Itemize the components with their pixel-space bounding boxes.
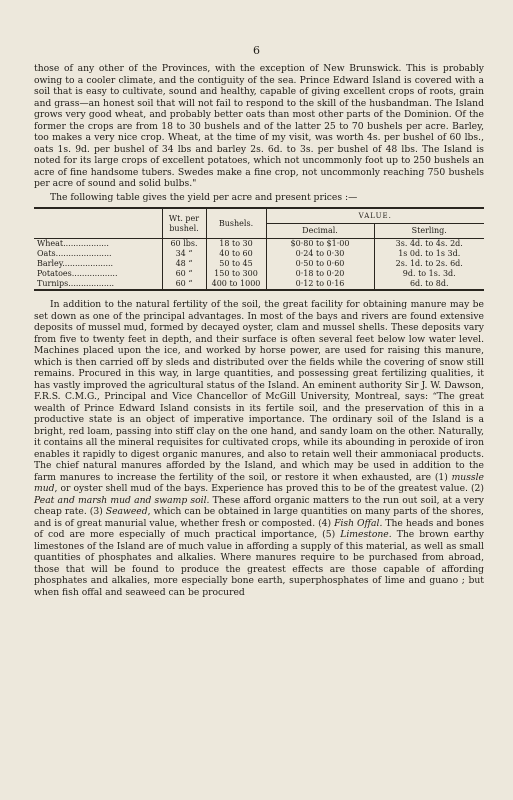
dot-leader: .................... (62, 259, 114, 268)
cell-bushels: 18 to 30 (206, 239, 266, 250)
cell-decimal: 0·24 to 0·30 (266, 249, 374, 259)
table-row (34, 269, 484, 279)
cell-decimal: 0·50 to 0·60 (266, 259, 374, 269)
cell-bushels: 400 to 1000 (206, 279, 266, 290)
cell-decimal: 0·18 to 0·20 (266, 269, 374, 279)
cell-sterling: 6d. to 8d. (374, 279, 484, 290)
cell-bushels: 40 to 60 (206, 249, 266, 259)
header-decimal: Decimal. (266, 224, 374, 239)
cell-wt: 60 lbs. (162, 239, 206, 250)
cell-bushels: 150 to 300 (206, 269, 266, 279)
cell-wt: 48 “ (162, 259, 206, 269)
header-bushels: Bushels. (206, 208, 266, 239)
header-value: VALUE. (266, 208, 484, 224)
paragraph-1: those of any other of the Provinces, with the exception of New Brunswick. This is probably owing to a cooler climate, and the contiguity of the sea. Prince Edward Island is covered with a soil that is easy to cultivate, sound and healthy, capable of giving excellent crops of roots, grain and grass—an honest soil that will not fail to respond to the skill of the husbandman. The Island grows very good wheat, and probably better oats than most other parts of the Dominion. Of the former the crops are from 18 to 30 bushels and of the latter 25 to 70 bushels per acre. Barley, too makes a very nice crop. Wheat, at the time of my visit, was worth 4s. per bushel of 60 lbs., oats 1s. 9d. per bushel of 34 lbs and barley 2s. 6d. to 3s. per bushel of 48 lbs. The Island is noted for its large crops of excellent potatoes, which not uncommonly foot up to 250 bushels an acre of fine handsome tubers. Swedes make a fine crop, not uncommonly reaching 750 bushels per acre of sound and solid bulbs." (34, 63, 484, 189)
header-weight: Wt. per bushel. (162, 208, 206, 239)
cell-bushels: 50 to 45 (206, 259, 266, 269)
header-sterling: Sterling. (374, 224, 484, 239)
table-row (34, 259, 484, 269)
crop-name: Barley (37, 259, 63, 268)
crop-name: Potatoes (37, 269, 72, 278)
cell-decimal: 0·12 to 0·16 (266, 279, 374, 290)
page-number: 6 (253, 44, 260, 57)
cell-sterling: 2s. 1d. to 2s. 6d. (374, 259, 484, 269)
emphasis-seaweed: Seaweed (105, 506, 148, 517)
cell-wt: 34 “ (162, 249, 206, 259)
table-header-row (34, 208, 484, 224)
cell-crop (34, 269, 162, 279)
emphasis-peat: Peat and marsh mud and swamp soil. (34, 494, 210, 506)
cell-sterling: 1s 0d. to 1s 3d. (374, 249, 484, 259)
emphasis-limestone: Limestone. (340, 529, 392, 540)
cell-crop (34, 279, 162, 290)
table-intro: The following table gives the yield per acre and present prices :— (50, 192, 358, 203)
cell-decimal: $0·80 to $1·00 (266, 239, 374, 250)
dot-leader: .................. (63, 239, 109, 248)
cell-crop (34, 249, 162, 259)
yield-price-table (34, 207, 484, 291)
cell-crop (34, 259, 162, 269)
table-row (34, 279, 484, 290)
emphasis-mussle-mud: mussle mud (34, 471, 484, 494)
dot-leader: .................. (71, 269, 118, 278)
cell-sterling: 9d. to 1s. 3d. (374, 269, 484, 279)
cell-wt: 60 “ (162, 269, 206, 279)
paragraph-2: In addition to the natural fertility of the soil, the great facility for obtaining manure may be set down as one of the principal advantages. In most of the bays and rivers are found extensive deposits of mussel mud, formed by decayed oyster, clam and mussel shells. These deposits vary from five to twenty feet in depth, and their surface is often several feet below low water level. Machines placed upon the ice, and worked by horse power, are used for raising this manure, which is then carried off by sleds and distributed over the fields while the covering of snow still remains. Procured in this way, in large quantities, and possessing great fertilizing qualities, it has vastly improved the agricultural status of the Island. An eminent authority Sir J. W. Dawson, F.R.S. C.M.G., Principal and Vice Chancellor of McGill University, Montreal, says: “The great wealth of Prince Edward Island consists in its fertile soil, and the preservation of this in a productive state is an object of imperative importance. The ordinary soil of the Island is a bright, red loam, passing into stiff clay on the one hand, and sandy loam on the other. Naturally, it contains all the mineral requisites for cultivated crops, while its abounding in peroxide of iron enables it rapidly to digest organic manures, and also to retain well their ammoniacal products. The chief natural manures afforded by the Island, and which may be used in addition to the farm manures to increase the fertility of the soil, or restore it when exhausted, are (1) mussle mud, or oyster shell mud of the bays. Experience has proved this to be of the greatest value. (2) Peat and marsh mud and swamp soil. These afford organic matters to the run out soil, at a very cheap rate. (3) Seaweed, which can be obtained in large quantities on many parts of the shores, and is of great manurial value, whether fresh or composted. (4) Fish Offal. The heads and bones of cod are more especially of much practical importance, (5) Limestone. The brown earthy limestones of the Island are of much value in affording a supply of this material, as well as small quantities of phosphates and alkalies. Where manures require to be purchased from abroad, those that will be found to produce the greatest effects are those capable of affording phosphates and alkalies, more especially bone earth, superphosphates of lime and guano ; but when fish offal and seaweed can be procured (34, 299, 485, 598)
emphasis-fish-offal: Fish Offal. (334, 517, 383, 529)
table-row (34, 249, 484, 259)
crop-name: Turnips (37, 279, 69, 288)
cell-crop (34, 239, 162, 250)
crop-name: Oats (37, 249, 56, 258)
crop-name: Wheat (37, 239, 64, 248)
cell-sterling: 3s. 4d. to 4s. 2d. (374, 239, 484, 250)
cell-wt: 60 “ (162, 279, 206, 290)
dot-leader: .................. (68, 279, 115, 288)
table-row (34, 239, 484, 250)
dot-leader: ...................... (55, 249, 112, 258)
